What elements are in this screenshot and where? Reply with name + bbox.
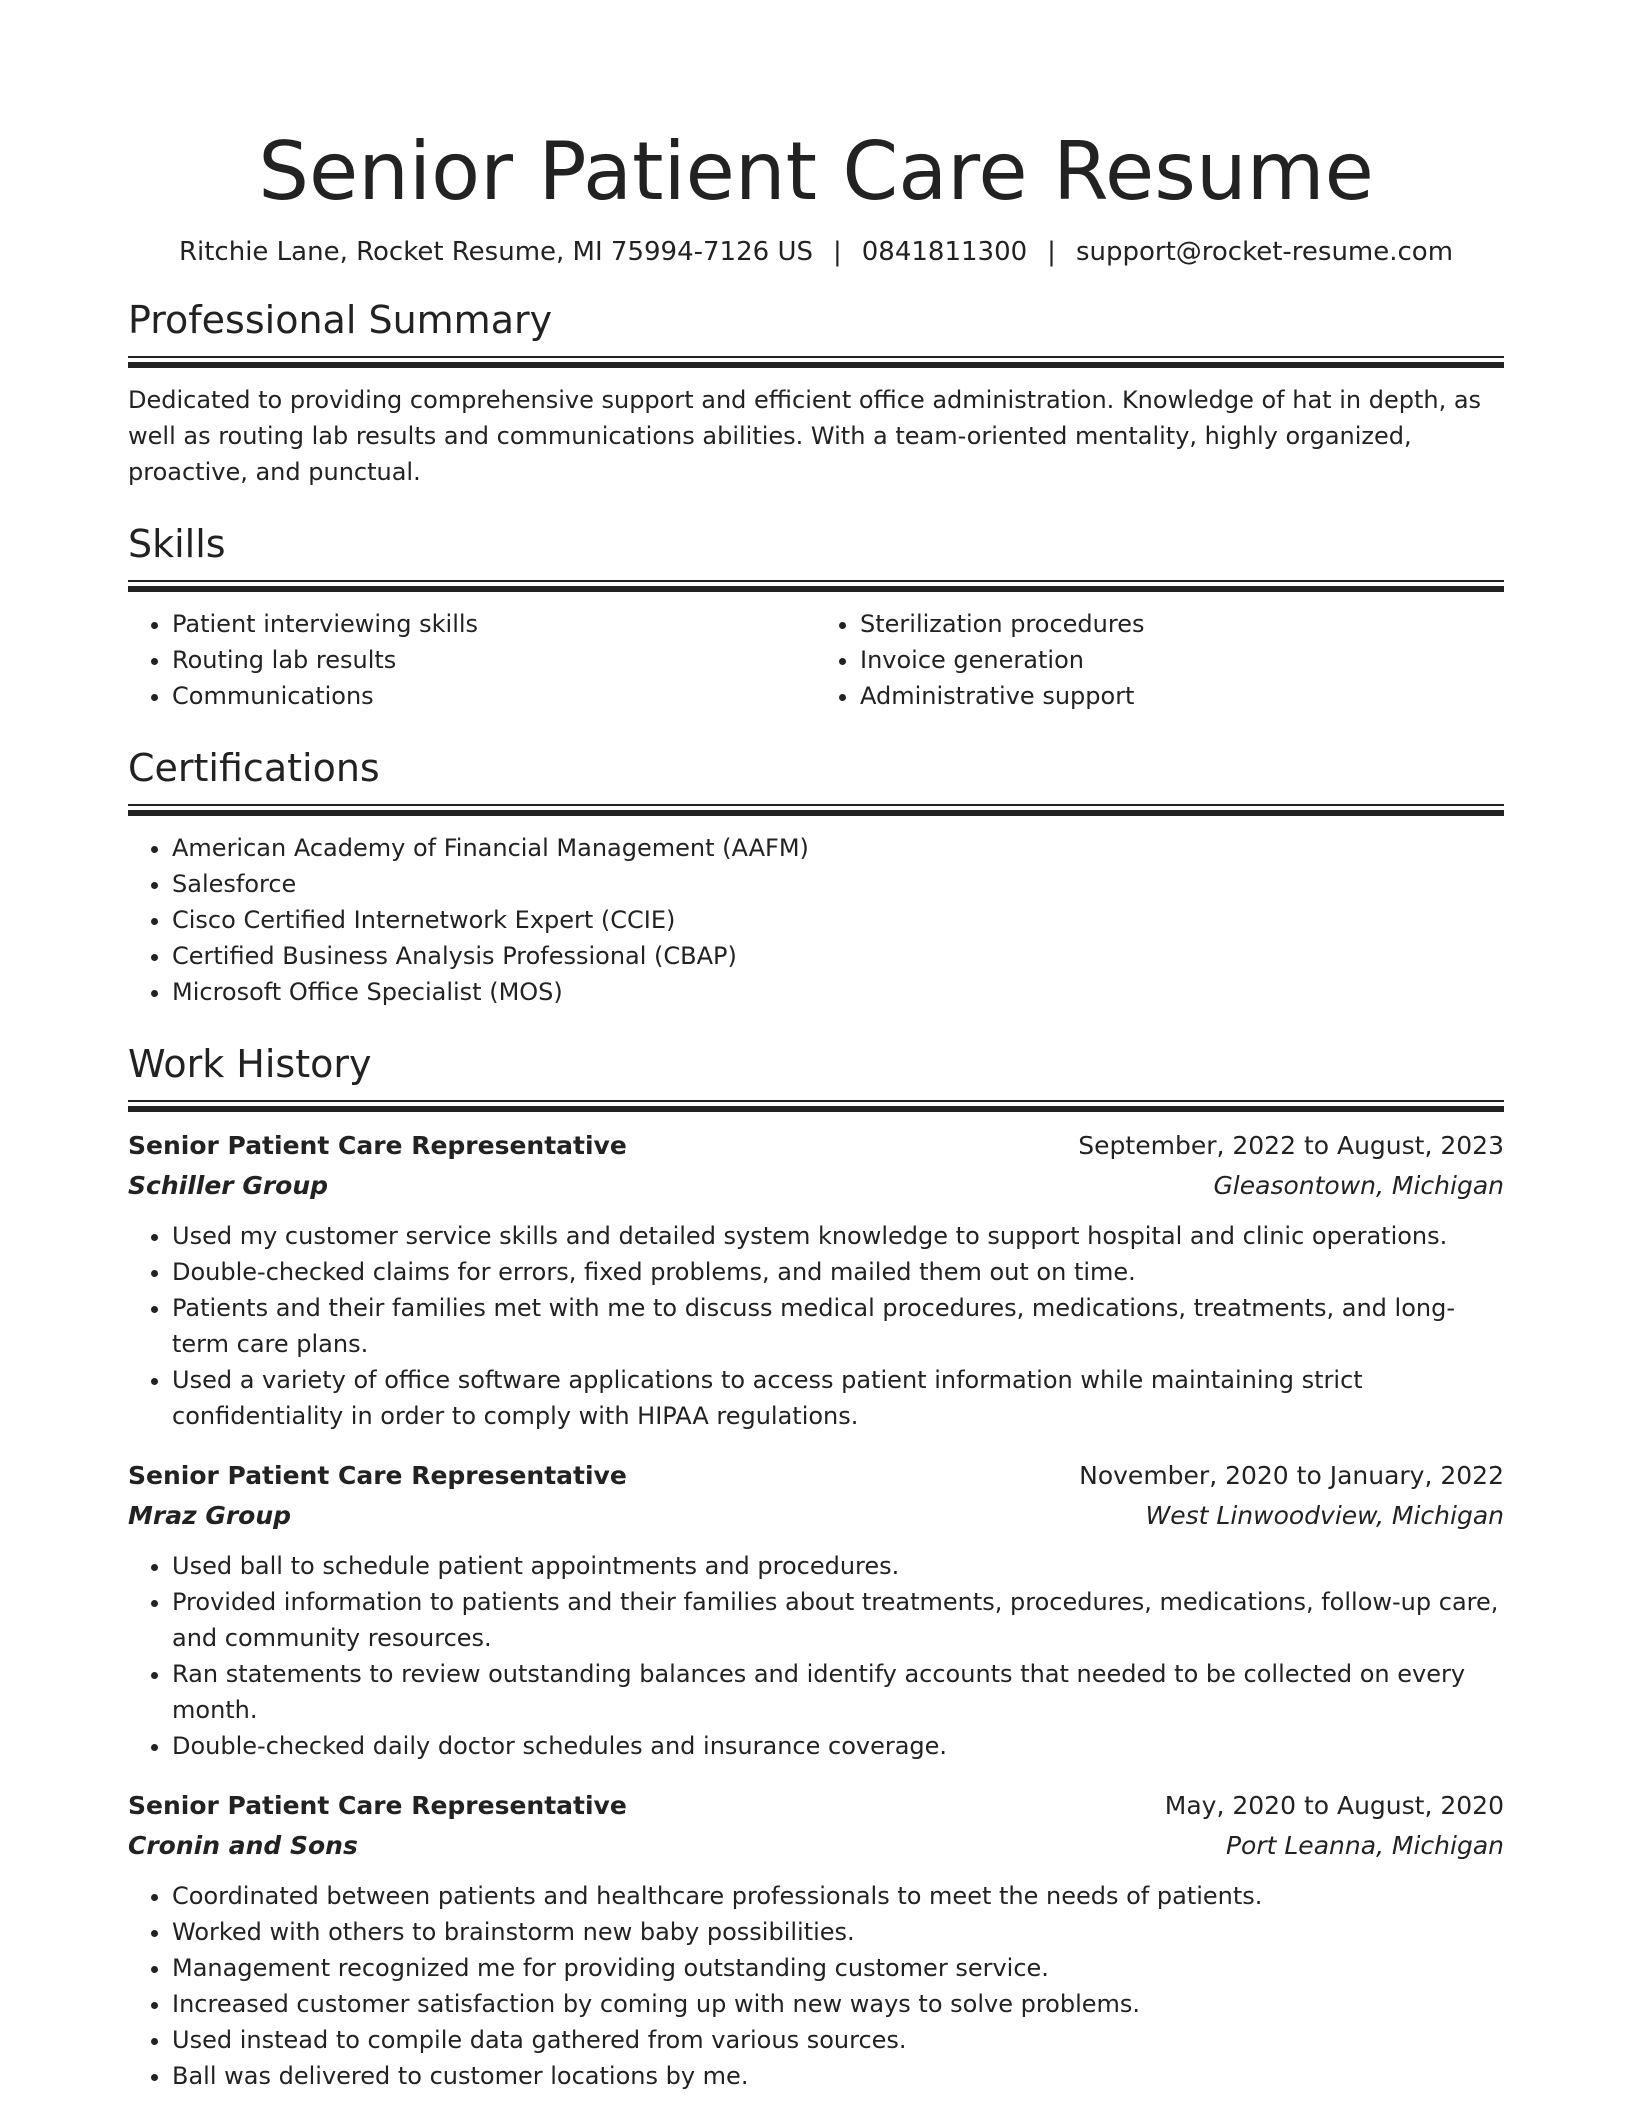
skill-item: • Sterilization procedures — [860, 606, 1504, 642]
section-divider — [128, 356, 1504, 368]
skill-item: • Invoice generation — [860, 642, 1504, 678]
job-dates: May, 2020 to August, 2020 — [1164, 1791, 1504, 1820]
skills-columns — [128, 606, 1504, 714]
job-title: Senior Patient Care Representative — [128, 1791, 627, 1820]
job-dates: September, 2022 to August, 2023 — [1078, 1131, 1504, 1160]
job-bullet: • Management recognized me for providing outstanding customer service. — [172, 1950, 1504, 1986]
resume-title: Senior Patient Care Resume — [258, 125, 1374, 218]
job-title: Senior Patient Care Representative — [128, 1131, 627, 1160]
job-bullets — [128, 1878, 1504, 2094]
resume-page — [128, 0, 1504, 2116]
job-bullet: • Worked with others to brainstorm new baby possibilities. — [172, 1914, 1504, 1950]
certification-item: • Microsoft Office Specialist (MOS) — [172, 974, 1504, 1010]
job-header — [128, 1456, 1504, 1496]
job-location: Gleasontown, Michigan — [1213, 1171, 1504, 1200]
skills-heading: Skills — [128, 522, 226, 566]
certifications-list — [128, 830, 1504, 1010]
certification-item: • American Academy of Financial Management (AAFM) — [172, 830, 1504, 866]
job-entry — [128, 1456, 1504, 1764]
contact-separator: | — [1047, 237, 1056, 267]
job-bullet: • Double-checked claims for errors, fixed problems, and mailed them out on time. — [172, 1254, 1504, 1290]
contact-separator: | — [832, 237, 842, 267]
certification-item: • Cisco Certified Internetwork Expert (CCIE) — [172, 902, 1504, 938]
job-title: Senior Patient Care Representative — [128, 1461, 627, 1490]
job-dates: November, 2020 to January, 2022 — [1079, 1461, 1504, 1490]
job-bullet: • Used my customer service skills and detailed system knowledge to support hospital and clinic operations. — [172, 1218, 1504, 1254]
job-bullet: • Patients and their families met with me to discuss medical procedures, medications, treatments, and long-term care plans. — [172, 1290, 1504, 1362]
certification-item: • Salesforce — [172, 866, 1504, 902]
skill-item: • Routing lab results — [172, 642, 816, 678]
job-subheader — [128, 1496, 1504, 1536]
job-bullet: • Provided information to patients and their families about treatments, procedures, medications, follow-up care, and community resources. — [172, 1584, 1504, 1656]
section-divider — [128, 1100, 1504, 1112]
job-header — [128, 1786, 1504, 1826]
summary-text: Dedicated to providing comprehensive support and efficient office administration. Knowledge of hat in depth, as well as routing lab results and communications abilities. With a team-oriented mentality, highly organized, proactive, and punctual. — [128, 386, 1482, 486]
job-entry — [128, 1126, 1504, 1434]
job-location: Port Leanna, Michigan — [1225, 1831, 1504, 1860]
work-history-section — [128, 1040, 1504, 2094]
contact-line — [128, 234, 1504, 270]
skill-item: • Communications — [172, 678, 816, 714]
certifications-heading: Certifications — [128, 746, 380, 790]
job-header — [128, 1126, 1504, 1166]
job-entry — [128, 1786, 1504, 2094]
skill-item: • Patient interviewing skills — [172, 606, 816, 642]
summary-section — [128, 296, 1504, 490]
skills-list-right — [816, 606, 1504, 714]
summary-heading: Professional Summary — [128, 298, 553, 342]
job-bullet: • Used a variety of office software applications to access patient information while maintaining strict confidentiality in order to comply with HIPAA regulations. — [172, 1362, 1504, 1434]
section-divider — [128, 580, 1504, 592]
job-subheader — [128, 1826, 1504, 1866]
job-location: West Linwoodview, Michigan — [1145, 1501, 1504, 1530]
job-bullets — [128, 1218, 1504, 1434]
job-subheader — [128, 1166, 1504, 1206]
certifications-section — [128, 744, 1504, 1010]
job-bullet: • Used instead to compile data gathered from various sources. — [172, 2022, 1504, 2058]
job-bullets — [128, 1548, 1504, 1764]
contact-phone: 0841811300 — [861, 237, 1028, 267]
job-company: Cronin and Sons — [128, 1831, 358, 1860]
skills-list-left — [128, 606, 816, 714]
job-bullet: • Ball was delivered to customer locations by me. — [172, 2058, 1504, 2094]
skill-item: • Administrative support — [860, 678, 1504, 714]
contact-address: Ritchie Lane, Rocket Resume, MI 75994-7126 US — [178, 237, 813, 267]
job-bullet: • Used ball to schedule patient appointments and procedures. — [172, 1548, 1504, 1584]
job-bullet: • Increased customer satisfaction by coming up with new ways to solve problems. — [172, 1986, 1504, 2022]
skills-section — [128, 520, 1504, 714]
section-divider — [128, 804, 1504, 816]
certification-item: • Certified Business Analysis Professional (CBAP) — [172, 938, 1504, 974]
job-bullet: • Coordinated between patients and healthcare professionals to meet the needs of patients. — [172, 1878, 1504, 1914]
job-company: Schiller Group — [128, 1171, 329, 1200]
job-bullet: • Double-checked daily doctor schedules and insurance coverage. — [172, 1728, 1504, 1764]
job-bullet: • Ran statements to review outstanding balances and identify accounts that needed to be collected on every month. — [172, 1656, 1504, 1728]
contact-email: support@rocket-resume.com — [1075, 237, 1454, 267]
work-history-heading: Work History — [128, 1042, 372, 1086]
job-company: Mraz Group — [128, 1501, 292, 1530]
